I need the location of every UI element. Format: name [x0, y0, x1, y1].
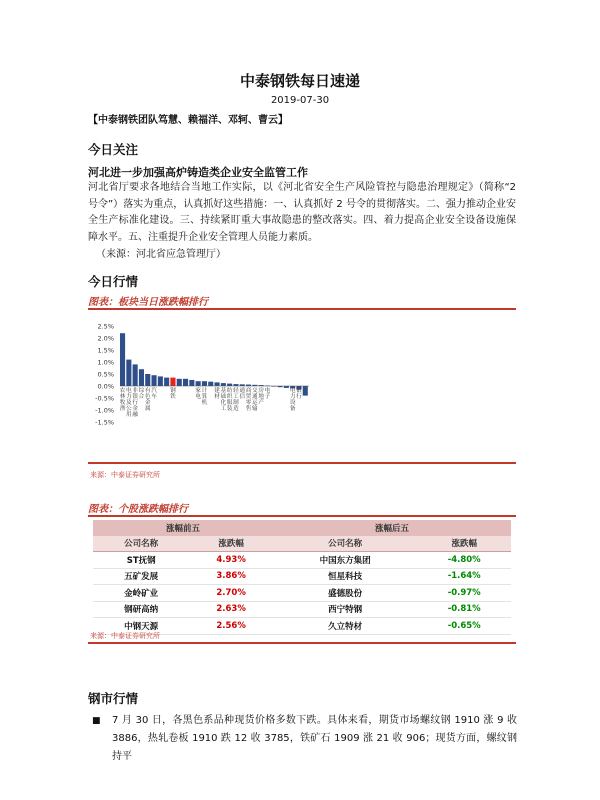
focus-paragraph: 河北省厅要求各地结合当地工作实际，以《河北省安全生产风险管控与隐患治理规定》（简称“2 号令”）落实为重点，认真抓好这些措施：一、认真抓好 2 号令的贯彻落实。二、强力推动企业安全生产标准化建设。三、持续紧盯重大事故隐患的整改落实。四、着力提高企业安全设备设施保障水平。五、注重提升企业安全管理人员能力素质。 — [88, 182, 516, 243]
focus-subheading: 河北进一步加强高炉铸造类企业安全监管工作 — [88, 166, 308, 179]
bar-基础化工 — [221, 383, 226, 386]
y-tick-label: -1.0% — [95, 406, 114, 415]
y-tick-label: 2.0% — [97, 334, 114, 343]
bar-计算机 — [202, 381, 207, 386]
bar-传媒 — [208, 382, 213, 386]
bar-通信 — [240, 384, 245, 386]
category-label: 通信 — [239, 388, 246, 400]
bar-有色金属 — [145, 374, 150, 386]
table-row — [93, 601, 511, 618]
bottom-stock-change: -4.80% — [417, 552, 511, 569]
bar-纺织服装 — [227, 384, 232, 386]
category-label: 电力设备 — [289, 388, 296, 412]
category-label: 房地产 — [258, 388, 264, 406]
category-label: 家电 — [195, 388, 201, 400]
page-title: 中泰钢铁每日速递 — [239, 72, 360, 90]
chart-bottom-rule — [88, 462, 516, 464]
col-company-bottom: 公司名称 — [273, 536, 418, 552]
bar-钢铁 — [170, 378, 175, 386]
category-label: 轻工制造 — [233, 388, 239, 412]
bar-轻工制造 — [233, 384, 238, 386]
bottom-stock-name: 久立特材 — [273, 618, 418, 635]
table-row — [93, 552, 511, 569]
bar-机械 — [164, 378, 169, 386]
bottom-stock-change: -0.81% — [417, 601, 511, 618]
category-label: 交通运输 — [252, 388, 258, 412]
category-label: 建材 — [214, 388, 220, 400]
category-label: 非银行金融 — [132, 388, 138, 418]
y-tick-label: 1.0% — [97, 358, 114, 367]
category-label: 计算机 — [201, 388, 208, 406]
top-stock-name: 五矿发展 — [93, 568, 189, 585]
table-row — [93, 585, 511, 602]
group-bottom-header: 涨幅后五 — [273, 520, 511, 536]
sector-chart-source: 来源：中泰证券研究所 — [90, 471, 160, 479]
bar-食品饮料 — [158, 376, 163, 386]
bottom-stock-change: -1.64% — [417, 568, 511, 585]
category-label: 农林牧渔 — [119, 388, 126, 412]
bar-消费者服务 — [303, 386, 308, 396]
author-line: 【中泰钢铁团队笃慧、赖福洋、邓轲、曹云】 — [88, 115, 288, 126]
stock-ranking-table — [93, 520, 511, 635]
category-label: 电力及公用 — [126, 388, 132, 418]
bar-汽车 — [152, 375, 157, 386]
focus-source: （来源：河北省应急管理厅） — [96, 249, 226, 260]
market-paragraph: 7 月 30 日，各黑色系品种现货价格多数下跌。具体来看，期货市场螺纹钢 1910 涨 9 收 3886，热轧卷板 1910 跌 12 收 3785，铁矿石 1909 涨 21 收 906；现货方面，螺纹钢持平 — [112, 715, 517, 762]
top-stock-change: 4.93% — [189, 552, 273, 569]
stock-table-title: 图表：个股涨跌幅排行 — [88, 500, 516, 517]
y-tick-label: 1.5% — [97, 346, 114, 355]
section-heading-today-market: 今日行情 — [88, 274, 139, 289]
bottom-stock-name: 中国东方集团 — [273, 552, 418, 569]
category-label: 钢铁 — [170, 388, 176, 400]
y-tick-label: 0.5% — [97, 370, 114, 379]
bottom-stock-change: -0.97% — [417, 585, 511, 602]
bottom-stock-name: 恒星科技 — [273, 568, 418, 585]
category-label: 基础化工 — [220, 388, 227, 412]
bar-农林牧渔 — [120, 333, 125, 386]
bar-建筑 — [189, 380, 194, 386]
category-label: 汽车 — [151, 388, 157, 400]
y-tick-label: 2.5% — [97, 322, 114, 331]
top-stock-change: 2.56% — [189, 618, 273, 635]
col-change-bottom: 涨跌幅 — [417, 536, 511, 552]
bar-建材 — [215, 382, 220, 386]
bullet-square-icon: ■ — [92, 716, 101, 726]
report-date: 2019-07-30 — [270, 95, 330, 106]
bar-非银行金融 — [133, 364, 138, 386]
section-heading-today-focus: 今日关注 — [88, 142, 139, 157]
bar-家电 — [196, 381, 201, 386]
top-stock-name: ST抚钢 — [93, 552, 189, 569]
category-label: 商贸零售 — [245, 388, 252, 412]
bar-医药 — [177, 379, 182, 386]
bottom-stock-change: -0.65% — [417, 618, 511, 635]
top-stock-name: 中钢天源 — [93, 618, 189, 635]
top-stock-name: 钢研高纳 — [93, 601, 189, 618]
col-company-top: 公司名称 — [93, 536, 189, 552]
top-stock-change: 2.63% — [189, 601, 273, 618]
bottom-stock-name: 盛德股份 — [273, 585, 418, 602]
top-stock-name: 金岭矿业 — [93, 585, 189, 602]
top-stock-change: 3.86% — [189, 568, 273, 585]
bar-国防军工 — [183, 379, 188, 386]
sector-change-chart — [88, 318, 516, 430]
category-label: 纺织服装 — [226, 388, 233, 412]
sector-chart-title: 图表：板块当日涨跌幅排行 — [88, 293, 516, 310]
category-label: 银行 — [296, 388, 302, 400]
category-label: 电子 — [264, 388, 271, 400]
y-tick-label: -1.5% — [95, 418, 114, 427]
bar-电力及公用 — [126, 360, 131, 386]
bar-餐饮旅游 — [284, 386, 289, 388]
col-change-top: 涨跌幅 — [189, 536, 273, 552]
section-heading-steel-market: 钢市行情 — [88, 691, 139, 706]
category-label: 综合 — [138, 388, 145, 400]
y-tick-label: -0.5% — [95, 394, 114, 403]
table-row — [93, 568, 511, 585]
category-label: 有色金属 — [144, 388, 151, 412]
top-stock-change: 2.70% — [189, 585, 273, 602]
y-tick-label: 0.0% — [97, 382, 114, 391]
bar-综合 — [139, 369, 144, 386]
bottom-stock-name: 西宁特钢 — [273, 601, 418, 618]
stock-table-source: 来源：中泰证券研究所 — [90, 632, 160, 640]
group-top-header: 涨幅前五 — [93, 520, 273, 536]
table-bottom-rule — [88, 642, 516, 644]
